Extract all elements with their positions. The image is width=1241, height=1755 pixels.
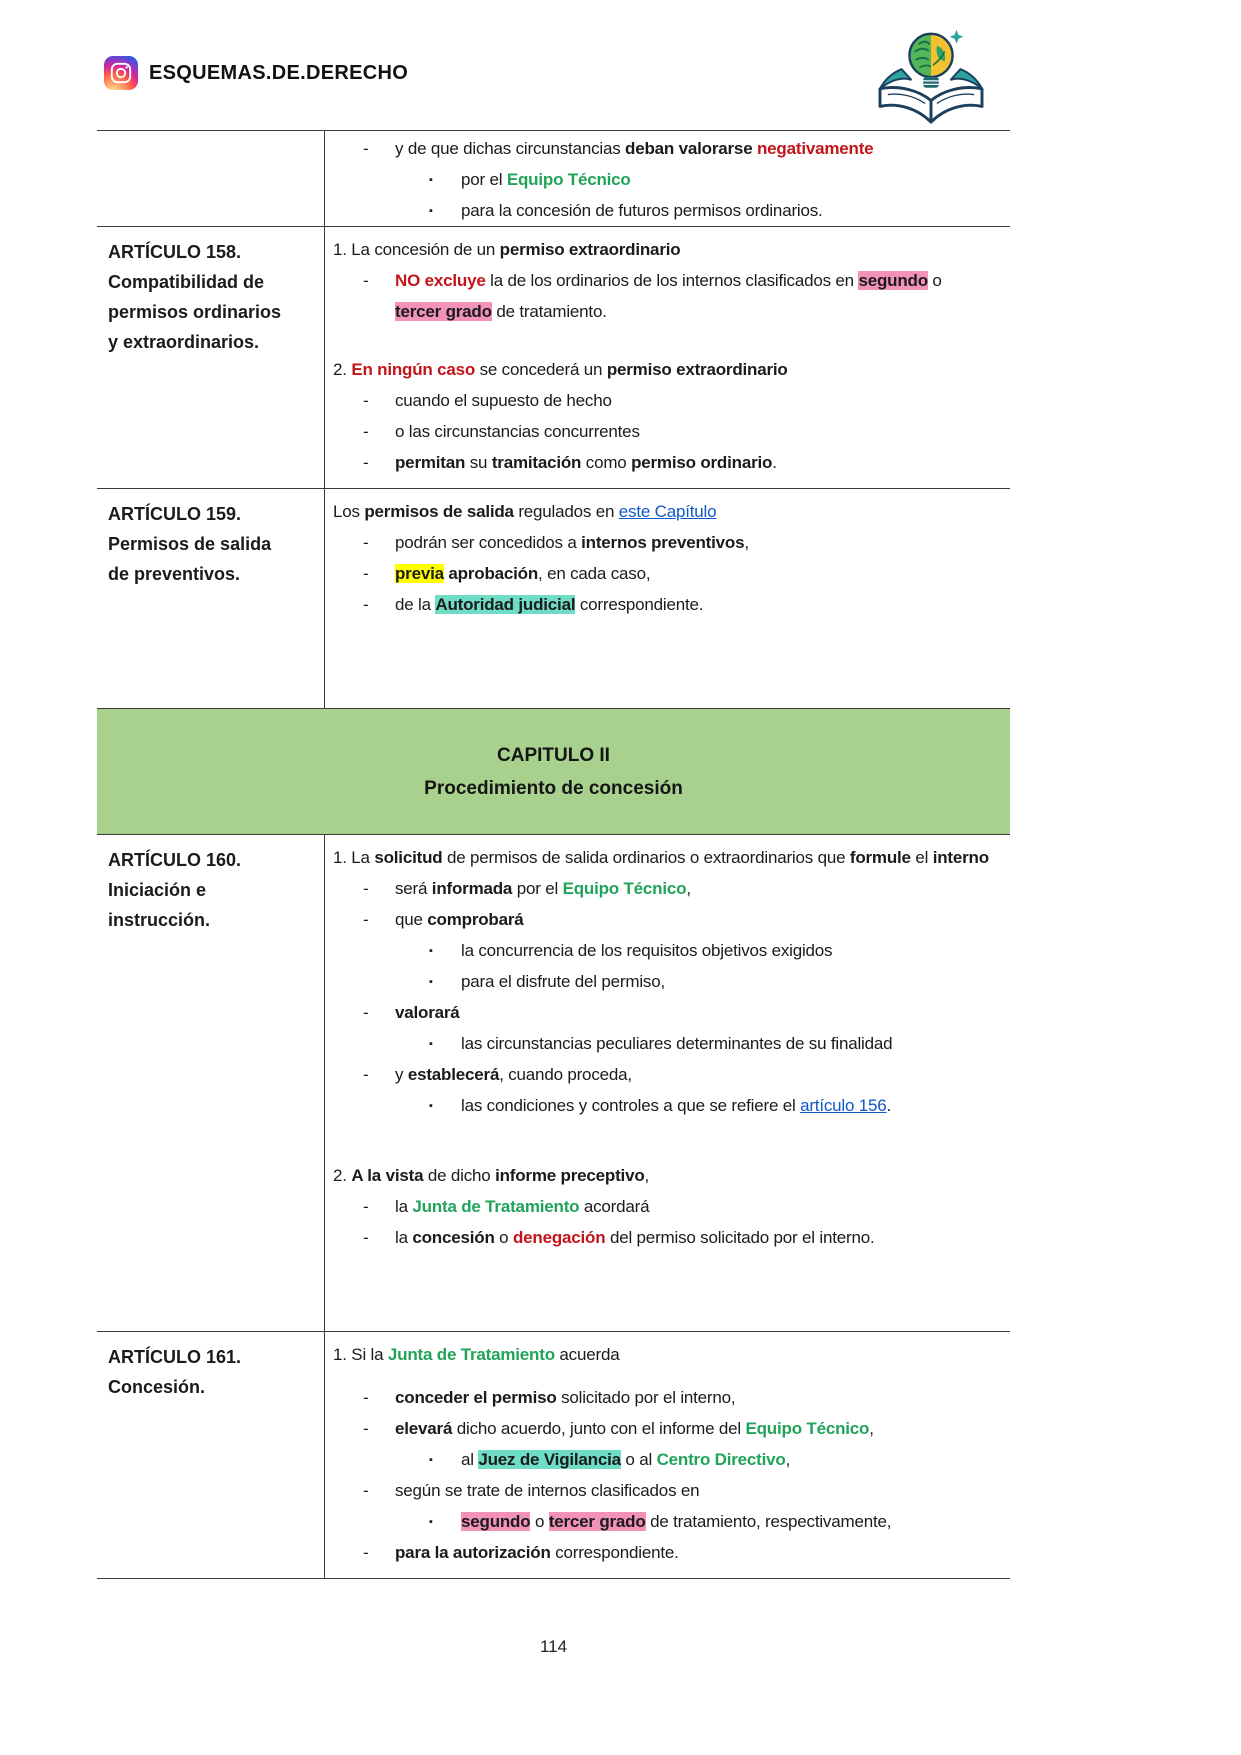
square-bullet: ▪ [429,976,433,988]
text-line [333,265,998,296]
article-name: Concesión. [108,1377,206,1397]
text-span: o [494,1228,513,1247]
text-line [333,416,998,447]
text-span: tercer grado [548,1512,646,1531]
text-span: su [465,453,492,472]
text-span: tercer grado [395,302,492,321]
text-span: de permisos de salida ordinarios o extraordinarios que [442,848,850,867]
text-span: . [772,453,777,472]
text-span: al [461,1450,479,1469]
text-span: Juez de Vigilancia [478,1450,621,1469]
text-span: las circunstancias peculiares determinantes de su finalidad [461,1034,893,1053]
text-line [333,1339,998,1370]
text-span: segundo [858,271,928,290]
text-line [333,1382,998,1413]
text-span: para la autorización [395,1543,551,1562]
dash-bullet: - [363,1481,369,1500]
text-span: Equipo Técnico [506,170,631,189]
table-row [97,489,1010,709]
text-span: o al [620,1450,657,1469]
article-name: Compatibilidad de permisos ordinarios y extraordinarios. [108,272,282,352]
text-span: o [927,271,942,290]
text-span: las condiciones y controles a que se refiere el [461,1096,801,1115]
article-content-cell [325,227,1010,488]
dash-bullet: - [363,533,369,552]
text-line [333,1506,998,1537]
dash-bullet: - [363,1543,369,1562]
chapter-banner-title: CAPITULO II [497,744,610,766]
sparkle-icon [950,30,964,44]
text-span: Equipo Técnico [745,1419,870,1438]
article-name: Permisos de salida de preventivos. [108,534,272,584]
text-line [333,589,998,620]
text-line [333,164,998,195]
text-span: cuando el supuesto de hecho [395,391,612,410]
text-span: de tratamiento, respectivamente, [645,1512,892,1531]
text-span: la de los ordinarios de los internos clasificados en [485,271,859,290]
text-span: 1. Si la [333,1345,388,1364]
article-number: ARTÍCULO 160. [108,850,242,870]
square-bullet: ▪ [429,1100,433,1112]
text-span: permiso extraordinario [499,240,681,259]
dash-bullet: - [363,422,369,441]
dash-bullet: - [363,1388,369,1407]
text-span: valorará [395,1003,460,1022]
text-span: negativamente [756,139,874,158]
text-span: y de que dichas circunstancias [395,139,626,158]
text-line [333,1090,998,1121]
dash-bullet: - [363,879,369,898]
text-line [333,935,998,966]
text-span: Autoridad judicial [435,595,576,614]
text-line [333,1413,998,1444]
brand [104,56,408,90]
text-span: el [910,848,933,867]
inline-link[interactable]: artículo 156 [800,1096,887,1115]
text-span: A la vista [351,1166,424,1185]
text-span: informada [431,879,513,898]
text-line [333,447,998,478]
text-span: la [395,1197,413,1216]
text-line [333,842,998,873]
text-span: 1. La [333,848,375,867]
text-span: por el [512,879,563,898]
inline-link[interactable]: este Capítulo [618,502,717,521]
text-span: solicitud [374,848,443,867]
text-span: En ningún caso [351,360,476,379]
text-span: permisos de salida [364,502,514,521]
dash-bullet: - [363,1197,369,1216]
text-span: previa [395,564,444,583]
text-span: , [785,1450,791,1469]
text-line [333,496,998,527]
text-span: según se trate de internos clasificados en [395,1481,700,1500]
square-bullet: ▪ [429,174,433,186]
text-span: Equipo Técnico [562,879,687,898]
text-line [333,1537,998,1568]
text-span: conceder el permiso [395,1388,557,1407]
square-bullet: ▪ [429,945,433,957]
dash-bullet: - [363,910,369,929]
text-span: acuerda [554,1345,620,1364]
text-span: deban valorarse [625,139,753,158]
text-span: NO excluye [395,271,486,290]
page-header [0,0,1241,130]
text-span: de dicho [423,1166,496,1185]
text-line [333,1222,998,1253]
text-span: de tratamiento. [491,302,607,321]
text-span: regulados en [513,502,619,521]
text-span: para el disfrute del permiso, [461,972,665,991]
text-span: concesión [412,1228,495,1247]
article-name: Iniciación e instrucción. [108,880,211,930]
dash-bullet: - [363,271,369,290]
page-number: 114 [539,1637,568,1656]
text-line [333,1160,998,1191]
text-span: o [530,1512,549,1531]
text-span: solicitado por el interno, [556,1388,736,1407]
text-line [333,527,998,558]
text-span: será [395,879,432,898]
instagram-icon [104,56,138,90]
article-number: ARTÍCULO 159. [108,504,242,524]
chapter-banner-subtitle: Procedimiento de concesión [424,777,683,799]
text-span: , en cada caso, [538,564,651,583]
text-line [333,354,998,385]
text-line [333,234,998,265]
dash-bullet: - [363,1065,369,1084]
text-line [333,296,998,327]
dash-bullet: - [363,1419,369,1438]
text-span: 2. [333,1166,352,1185]
text-span: Junta de Tratamiento [387,1345,555,1364]
text-span: Junta de Tratamiento [412,1197,580,1216]
article-content-cell [325,131,1010,226]
text-line [333,966,998,997]
text-span: o las circunstancias concurrentes [395,422,640,441]
table-row [97,1332,1010,1579]
dash-bullet: - [363,1228,369,1247]
brand-handle: ESQUEMAS.DE.DERECHO [149,61,409,84]
text-span: podrán ser concedidos a [395,533,582,552]
text-span: se concederá un [475,360,607,379]
square-bullet: ▪ [429,205,433,217]
text-span: permiso ordinario [631,453,773,472]
text-span: tramitación [491,453,582,472]
article-number: ARTÍCULO 161. [108,1347,242,1367]
text-span: elevará [395,1419,453,1438]
text-span: segundo [461,1512,531,1531]
text-span: acordará [579,1197,650,1216]
table-row [97,227,1010,489]
text-span: establecerá [407,1065,500,1084]
dash-bullet: - [363,1003,369,1022]
text-line [333,558,998,589]
article-title-cell [97,227,325,488]
text-line [333,133,998,164]
text-span: Los [333,502,365,521]
article-content-cell [325,835,1010,1331]
dash-bullet: - [363,564,369,583]
text-span: permiso extraordinario [606,360,788,379]
schema-table [97,130,1010,1579]
text-span: Centro Directivo [656,1450,786,1469]
text-span: comprobará [427,910,524,929]
text-span: internos preventivos [581,533,745,552]
table-row [97,131,1010,227]
text-span: aprobación [448,564,539,583]
article-title-cell [97,1332,325,1578]
text-span: 2. [333,360,352,379]
article-title-cell [97,489,325,708]
article-title-cell [97,131,325,226]
chapter-banner [97,709,1010,835]
dash-bullet: - [363,139,369,158]
text-span: de la [395,595,436,614]
article-number: ARTÍCULO 158. [108,242,242,262]
text-span: la [395,1228,413,1247]
dash-bullet: - [363,453,369,472]
dash-bullet: - [363,391,369,410]
text-line [333,1191,998,1222]
text-span: correspondiente. [550,1543,679,1562]
article-title-cell [97,835,325,1331]
square-bullet: ▪ [429,1516,433,1528]
brand-logo [872,26,990,133]
text-span: que [395,910,428,929]
text-span: , cuando proceda, [499,1065,632,1084]
article-content-cell [325,489,1010,708]
spacer [333,1121,998,1160]
text-line [333,997,998,1028]
spacer [333,327,998,354]
text-span: informe preceptivo [495,1166,645,1185]
text-line [333,1475,998,1506]
square-bullet: ▪ [429,1038,433,1050]
text-line [333,195,998,226]
text-span: , [686,879,691,898]
text-line [333,904,998,935]
spacer [333,1370,998,1382]
text-span: 1. La concesión de un [333,240,500,259]
text-span: por el [461,170,507,189]
text-line [333,1028,998,1059]
text-span: , [869,1419,874,1438]
text-span: correspondiente. [575,595,704,614]
text-span: , [744,533,749,552]
text-span: . [886,1096,892,1115]
text-span: para la concesión de futuros permisos ordinarios. [461,201,823,220]
text-span: del permiso solicitado por el interno. [605,1228,875,1247]
text-line [333,1444,998,1475]
text-span: la concurrencia de los requisitos objetivos exigidos [461,941,833,960]
dash-bullet: - [363,595,369,614]
text-line [333,873,998,904]
text-span: denegación [512,1228,606,1247]
article-content-cell [325,1332,1010,1578]
text-span: formule [849,848,911,867]
text-span: y [395,1065,408,1084]
square-bullet: ▪ [429,1454,433,1466]
text-span: permitan [395,453,466,472]
text-line [333,1059,998,1090]
text-span: dicho acuerdo, junto con el informe del [452,1419,746,1438]
table-row [97,835,1010,1332]
text-span: , [644,1166,650,1185]
text-line [333,385,998,416]
text-span: como [581,453,632,472]
text-span: interno [932,848,989,867]
